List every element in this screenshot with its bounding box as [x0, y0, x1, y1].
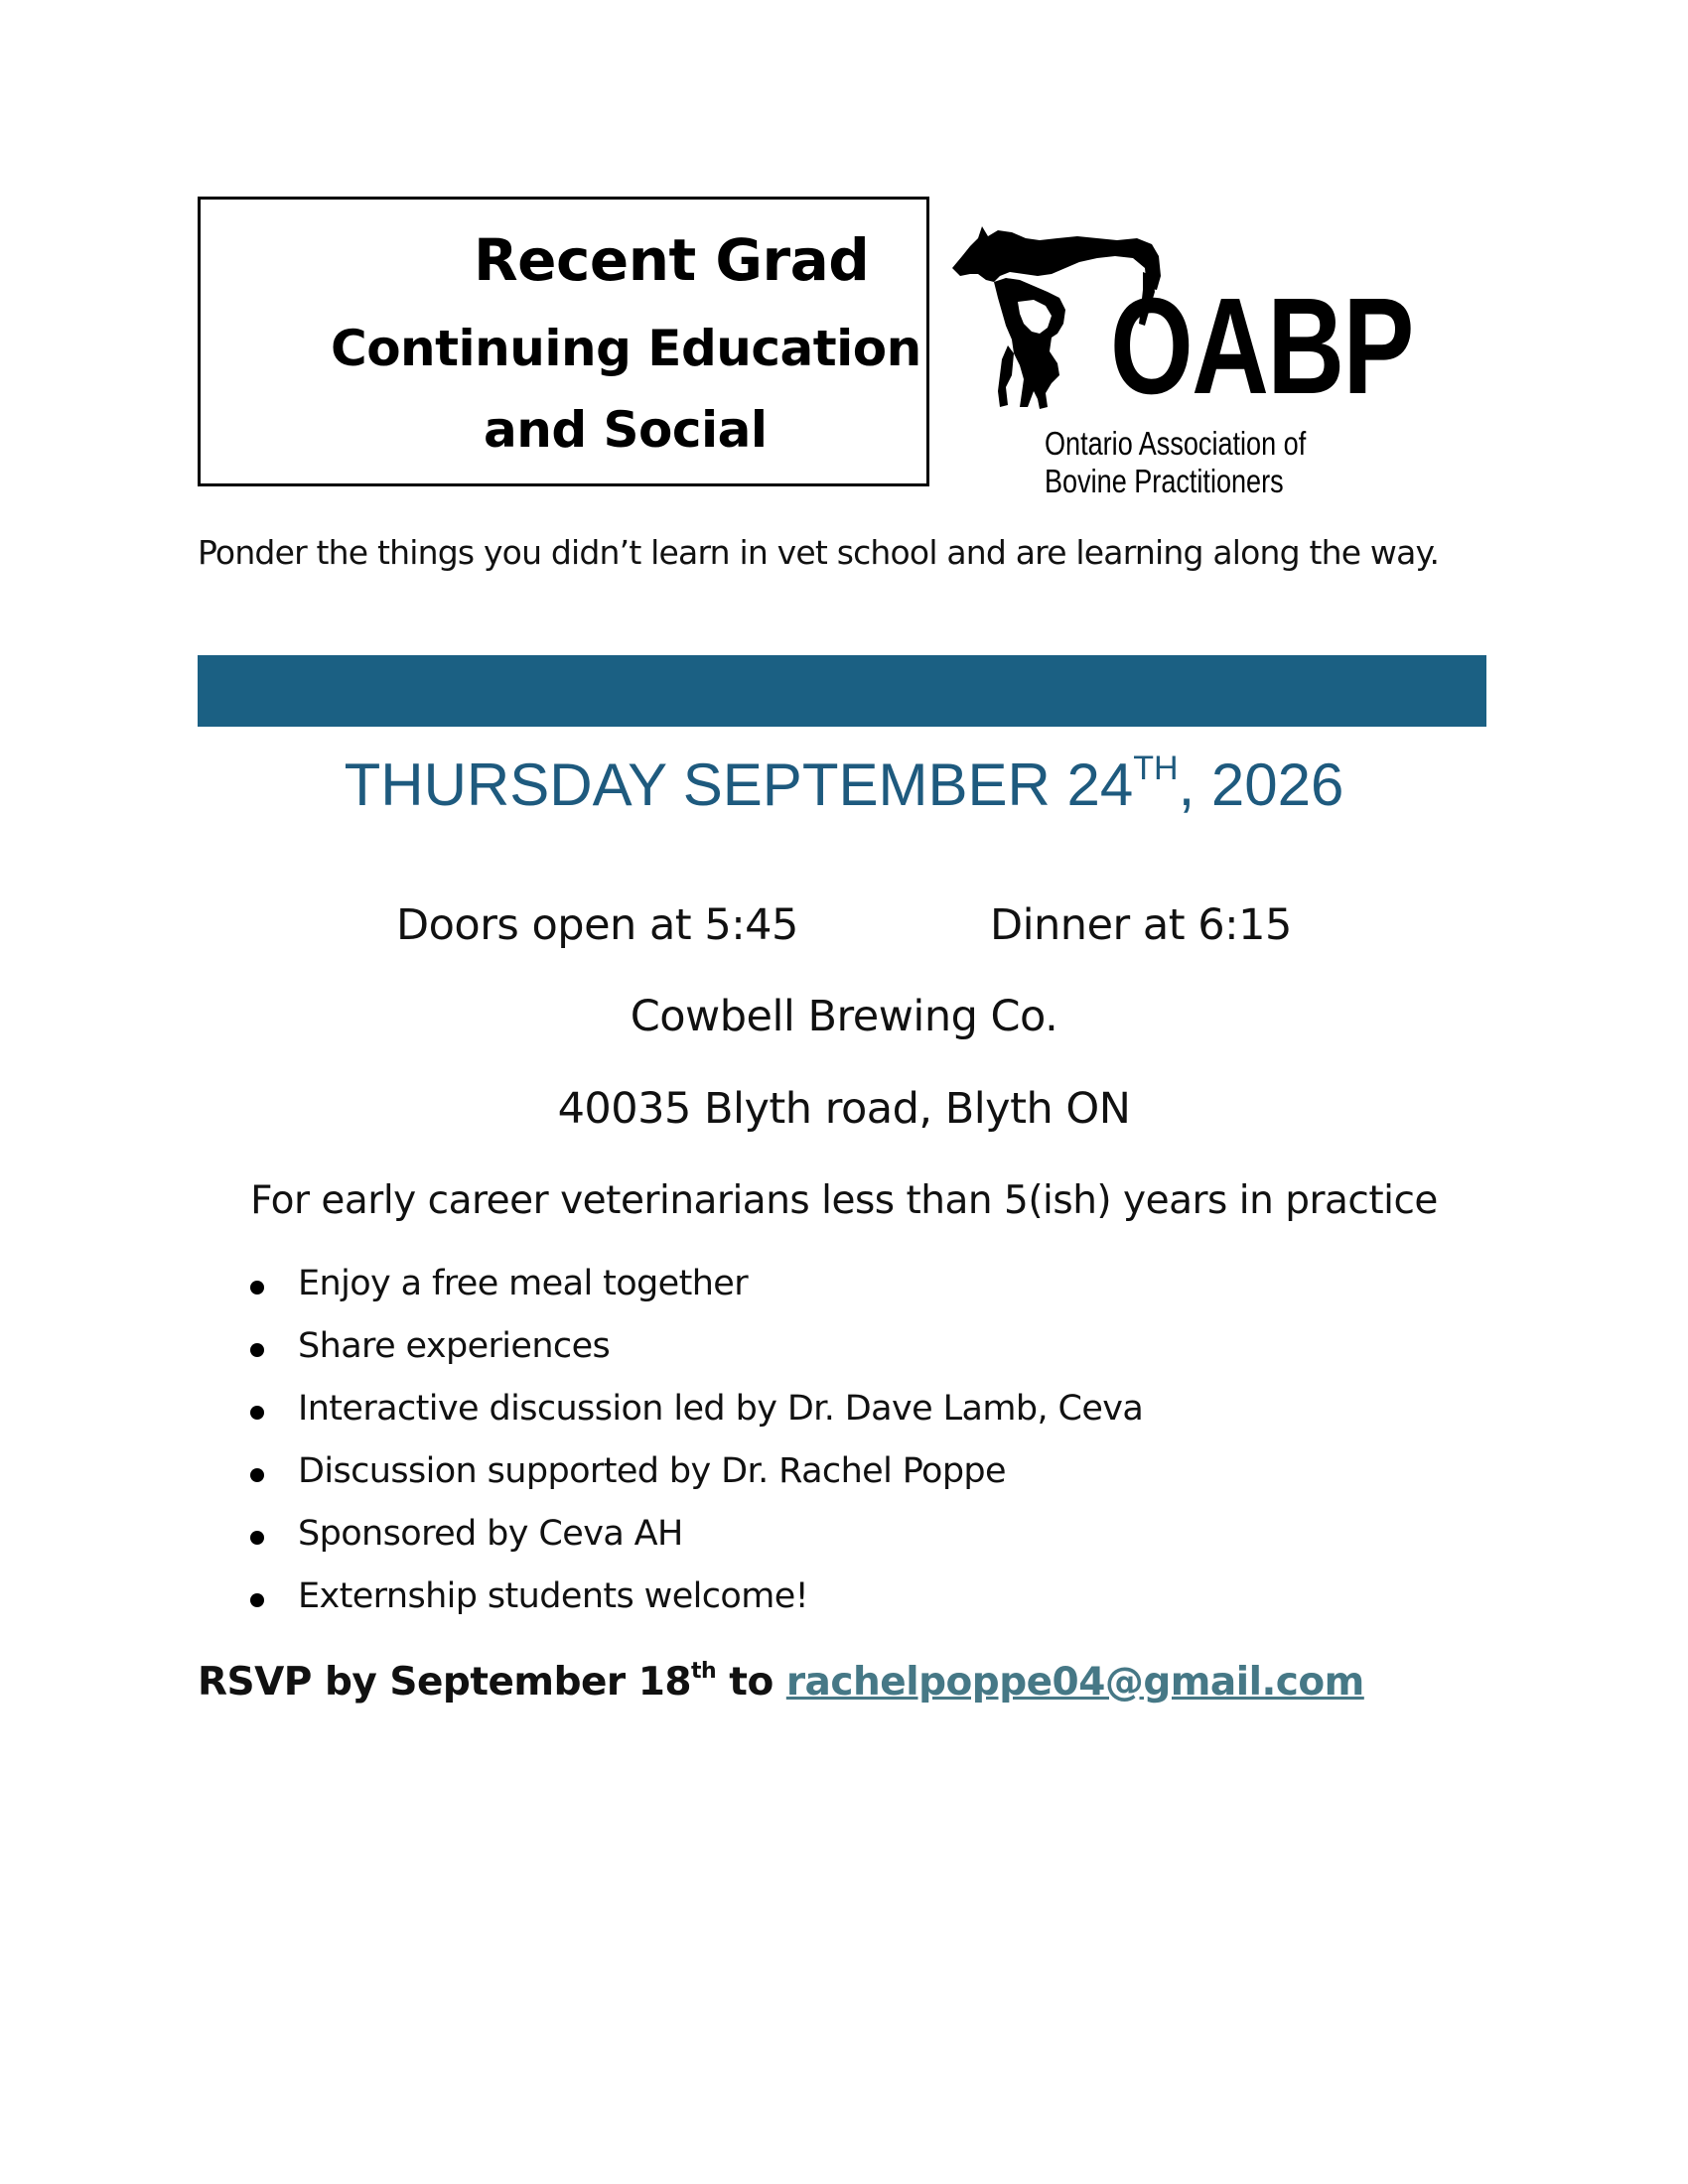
logo-name-line1: Ontario Association of: [1045, 425, 1307, 462]
bullet-icon: [250, 1406, 264, 1420]
list-item-text: Sponsored by Ceva AH: [298, 1514, 683, 1554]
venue-address: 40035 Blyth road, Blyth ON: [557, 1084, 1131, 1134]
list-item: [248, 1451, 1143, 1514]
accent-banner: [198, 655, 1486, 727]
list-item: [248, 1576, 1143, 1639]
list-item-text: Enjoy a free meal together: [298, 1264, 749, 1303]
title-line-and-social: and Social: [484, 401, 768, 459]
bullet-icon: [250, 1531, 264, 1545]
bullet-icon: [250, 1593, 264, 1607]
event-date-suffix: TH: [1133, 750, 1179, 787]
logo-acronym: OABP: [1110, 270, 1413, 423]
rsvp-to: to: [716, 1660, 786, 1705]
list-item: [248, 1389, 1143, 1451]
list-item-text: Discussion supported by Dr. Rachel Poppe: [298, 1451, 1006, 1491]
bullet-icon: [250, 1468, 264, 1482]
event-date-year: , 2026: [1178, 751, 1344, 818]
venue-name: Cowbell Brewing Co.: [630, 992, 1058, 1041]
title-line-continuing-education: Continuing Education: [331, 320, 921, 377]
list-item: [248, 1264, 1143, 1326]
oabp-logo: [948, 216, 1413, 514]
highlights-list: [248, 1264, 1143, 1639]
event-date-main: THURSDAY SEPTEMBER 24: [344, 751, 1134, 818]
tagline: Ponder the things you didn’t learn in vet school and are learning along the way.: [198, 533, 1440, 572]
dinner-time: Dinner at 6:15: [990, 900, 1292, 950]
list-item-text: Interactive discussion led by Dr. Dave Lamb, Ceva: [298, 1389, 1144, 1429]
bullet-icon: [250, 1343, 264, 1357]
rsvp-date-suffix: th: [691, 1659, 717, 1684]
bullet-icon: [250, 1281, 264, 1295]
list-item: [248, 1514, 1143, 1576]
list-item: [248, 1326, 1143, 1389]
event-title-box: [198, 197, 929, 486]
rsvp-line: [198, 1660, 1364, 1705]
list-item-text: Externship students welcome!: [298, 1576, 809, 1616]
title-line-recent-grad: Recent Grad: [474, 226, 870, 294]
rsvp-email-link[interactable]: rachelpoppe04@gmail.com: [785, 1660, 1364, 1705]
logo-name-line2: Bovine Practitioners: [1045, 463, 1284, 499]
list-item-text: Share experiences: [298, 1326, 611, 1366]
event-date: [0, 751, 1688, 819]
rsvp-prefix: RSVP by September 18: [198, 1660, 692, 1705]
doors-open-time: Doors open at 5:45: [396, 900, 798, 950]
audience-note: For early career veterinarians less than 5(ish) years in practice: [250, 1178, 1438, 1223]
